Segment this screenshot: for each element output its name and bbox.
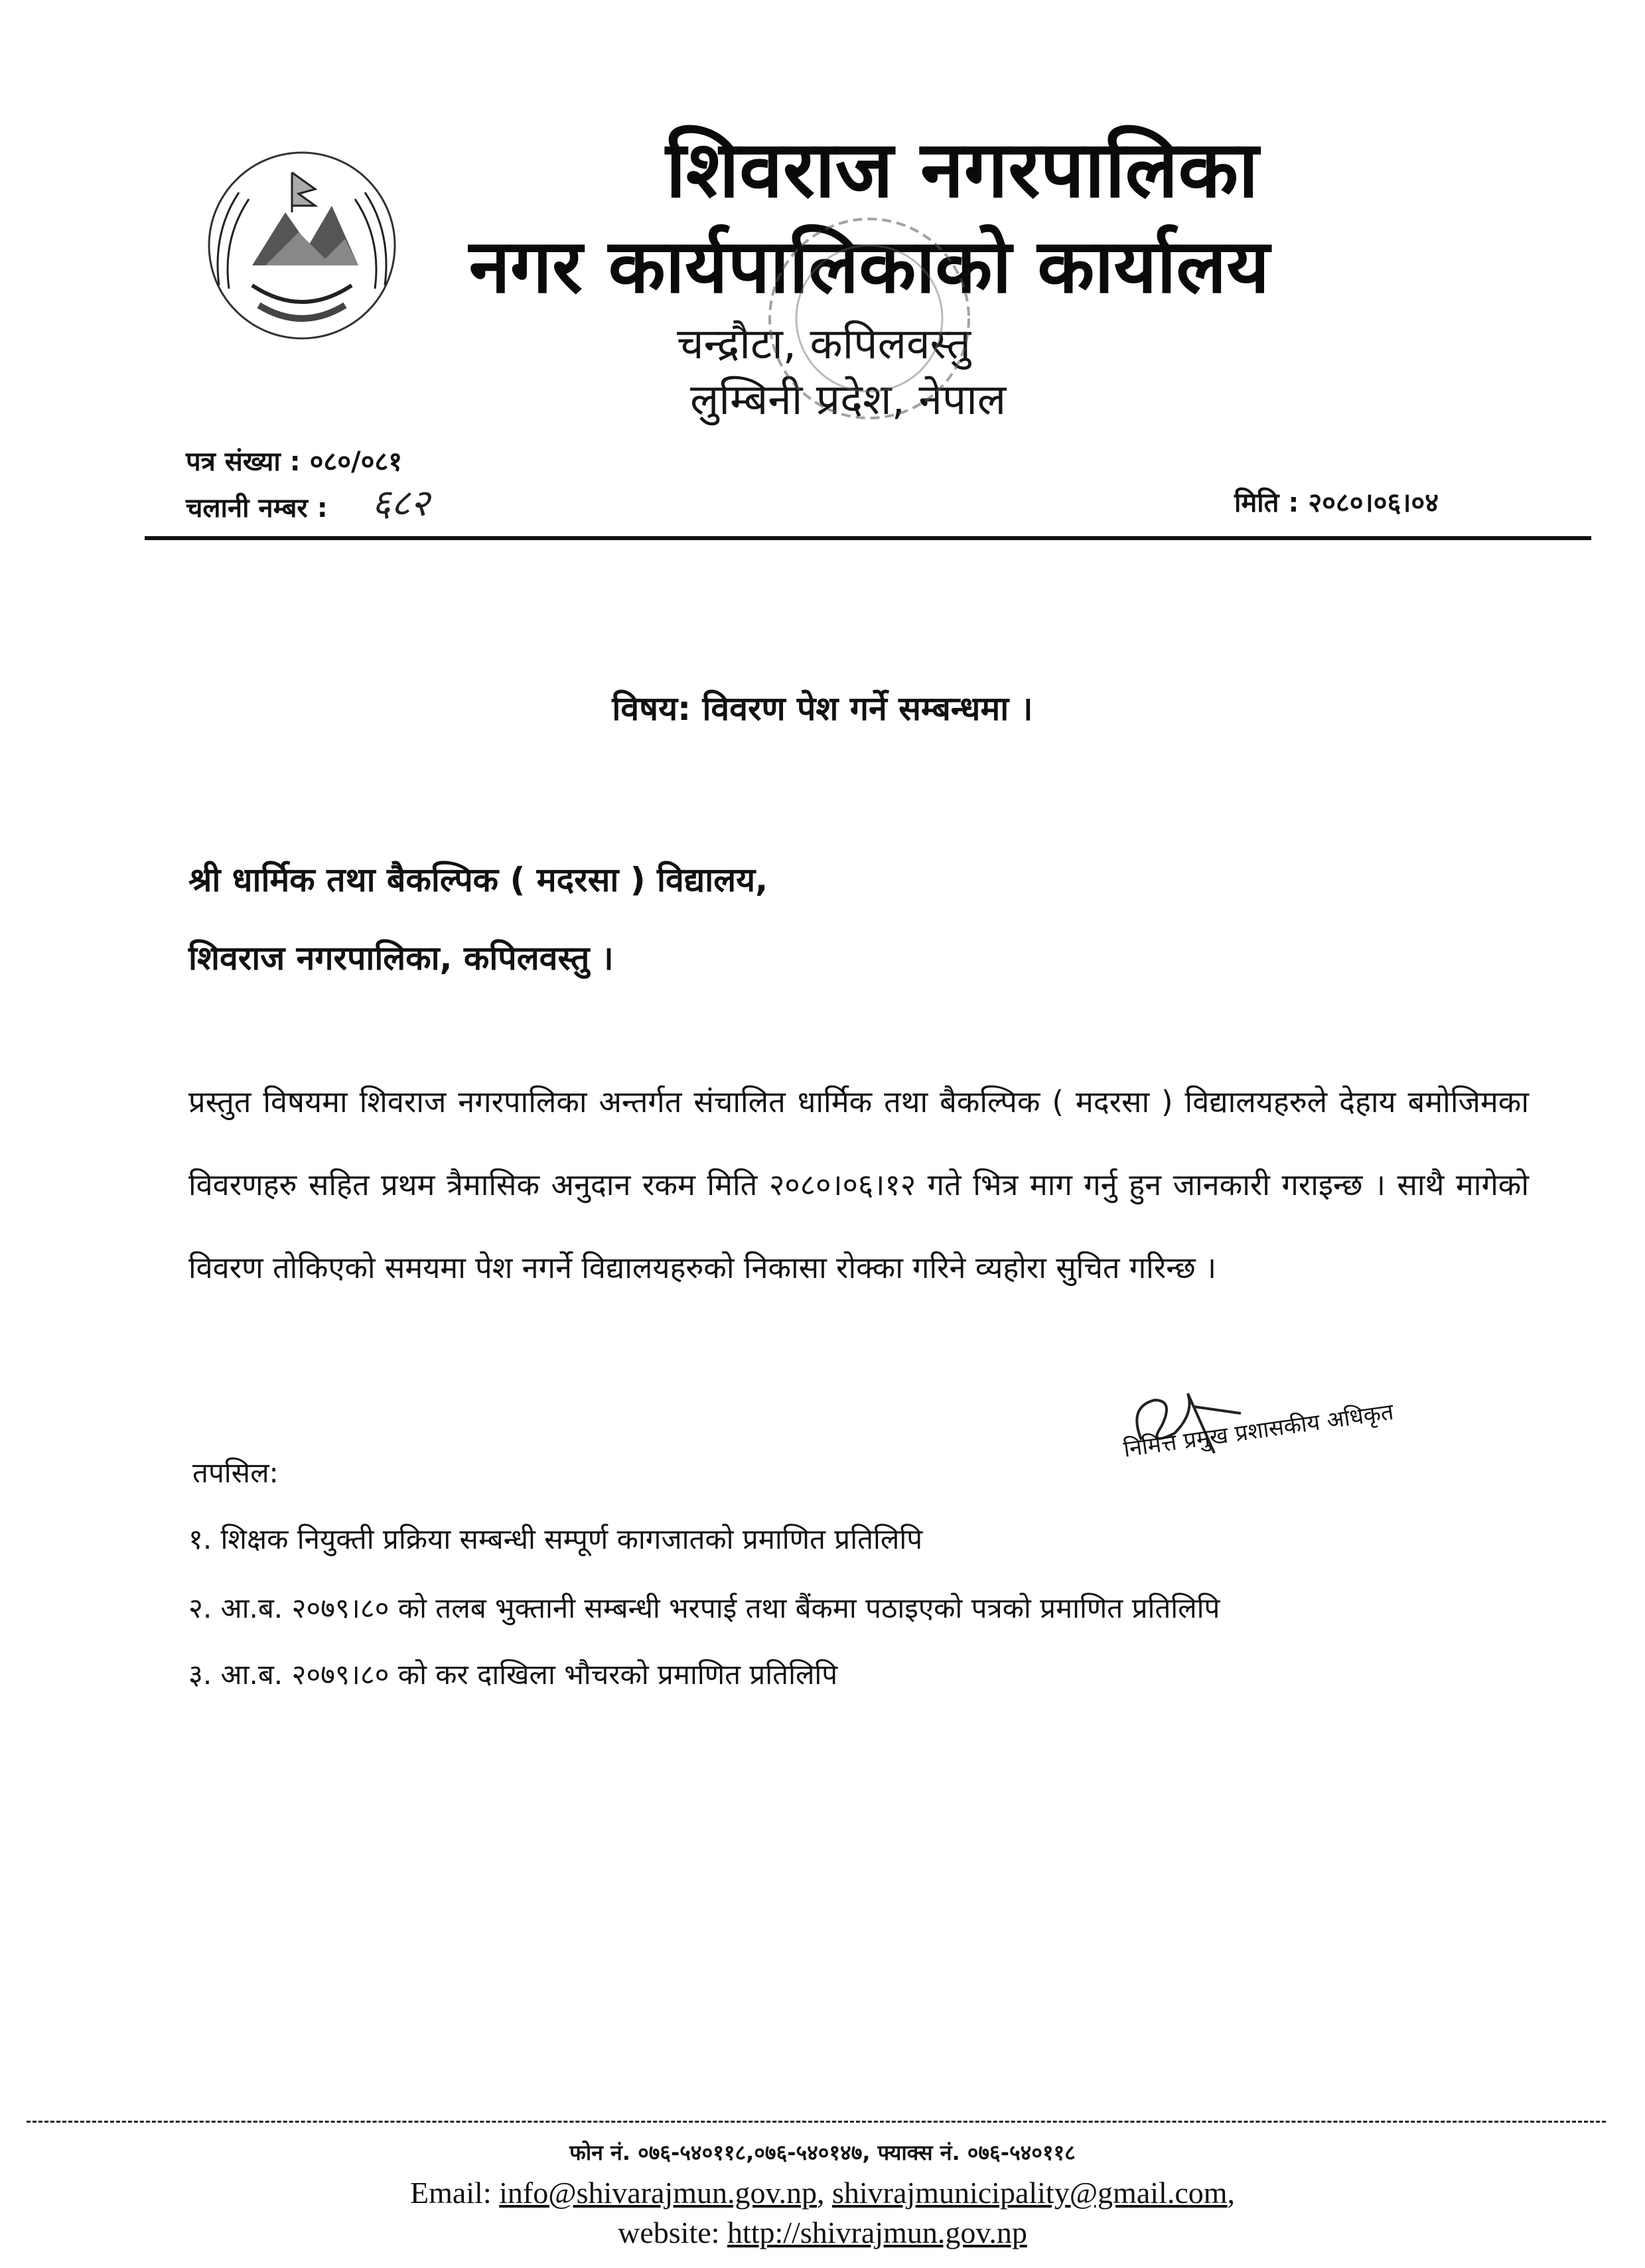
footer-website [0, 2215, 1645, 2250]
letter-body: प्रस्तुत विषयमा शिवराज नगरपालिका अन्तर्गत संचालित धार्मिक तथा बैकल्पिक ( मदरसा ) विद्यालयहरुले देहाय बमोजिमका विवरणहरु सहित प्रथम त्रैमासिक अनुदान रकम मिति २०८०।०६।१२ गते भित्र माग गर्नु हुन जानकारी गराइन्छ । साथै मागेको विवरण तोकिएको समयमा पेश नगर्ने विद्यालयहरुको निकासा रोक्का गरिने व्यहोरा सुचित गरिन्छ । [188, 1084, 1529, 1285]
dispatch-value: ६८२ [372, 482, 430, 525]
reference-number [186, 442, 402, 478]
footer-divider [27, 2121, 1606, 2123]
office-province-country: लुम्बिनी प्रदेश, नेपाल [690, 376, 1007, 425]
office-location: चन्द्रौटा, कपिलवस्तु [677, 320, 971, 369]
header-rule [145, 536, 1591, 540]
website-link[interactable]: http://shivrajmun.gov.np [727, 2216, 1027, 2249]
list-item: ३. आ.ब. २०७९।८० को कर दाखिला भौचरको प्रमाणित प्रतिलिपि [188, 1658, 838, 1691]
nepal-emblem-icon [192, 133, 411, 352]
dispatch-number [186, 488, 328, 525]
dispatch-label: चलानी नम्बर : [186, 493, 328, 524]
municipality-name: शिवराज नगरपालिका [666, 123, 1259, 215]
reference-label: पत्र संख्या : [186, 447, 301, 477]
email-link-secondary[interactable]: shivrajmunicipality@gmail.com [831, 2176, 1228, 2210]
attachments-title: तपसिल: [192, 1456, 279, 1489]
email-link-primary[interactable]: info@shivarajmun.gov.np [499, 2176, 817, 2210]
footer-email [0, 2175, 1645, 2210]
email-separator: , [816, 2176, 825, 2210]
email-label: Email: [409, 2176, 492, 2210]
addressee-line-2: शिवराज नगरपालिका, कपिलवस्तु । [188, 939, 614, 977]
signatory-designation: निमित्त प्रमुख प्रशासकीय अधिकृत [1121, 1398, 1395, 1463]
letter-subject: विषय: विवरण पेश गर्ने सम्बन्धमा । [612, 689, 1033, 728]
office-name: नगर कार्यपालिकाको कार्यालय [468, 224, 1270, 310]
list-item: १. शिक्षक नियुक्ती प्रक्रिया सम्बन्धी सम्पूर्ण कागजातको प्रमाणित प्रतिलिपि [188, 1523, 923, 1555]
list-item: २. आ.ब. २०७९।८० को तलब भुक्तानी सम्बन्धी भरपाई तथा बैंकमा पठाइएको पत्रको प्रमाणित प्रतिलिपि [188, 1592, 1220, 1624]
email-end: , [1227, 2176, 1236, 2210]
date-label: मिति : [1234, 488, 1299, 518]
addressee-line-1: श्री धार्मिक तथा बैकल्पिक ( मदरसा ) विद्यालय, [188, 861, 768, 899]
website-label: website: [618, 2216, 720, 2249]
office-stamp-icon [750, 199, 989, 438]
reference-value: ०८०/०८१ [309, 447, 403, 477]
letter-date [1234, 483, 1439, 520]
footer-phone: फोन नं. ०७६-५४०११८,०७६-५४०१४७, फ्याक्स नं. ०७६-५४०११८ [569, 2140, 1076, 2165]
date-value: २०८०।०६।०४ [1308, 488, 1439, 518]
